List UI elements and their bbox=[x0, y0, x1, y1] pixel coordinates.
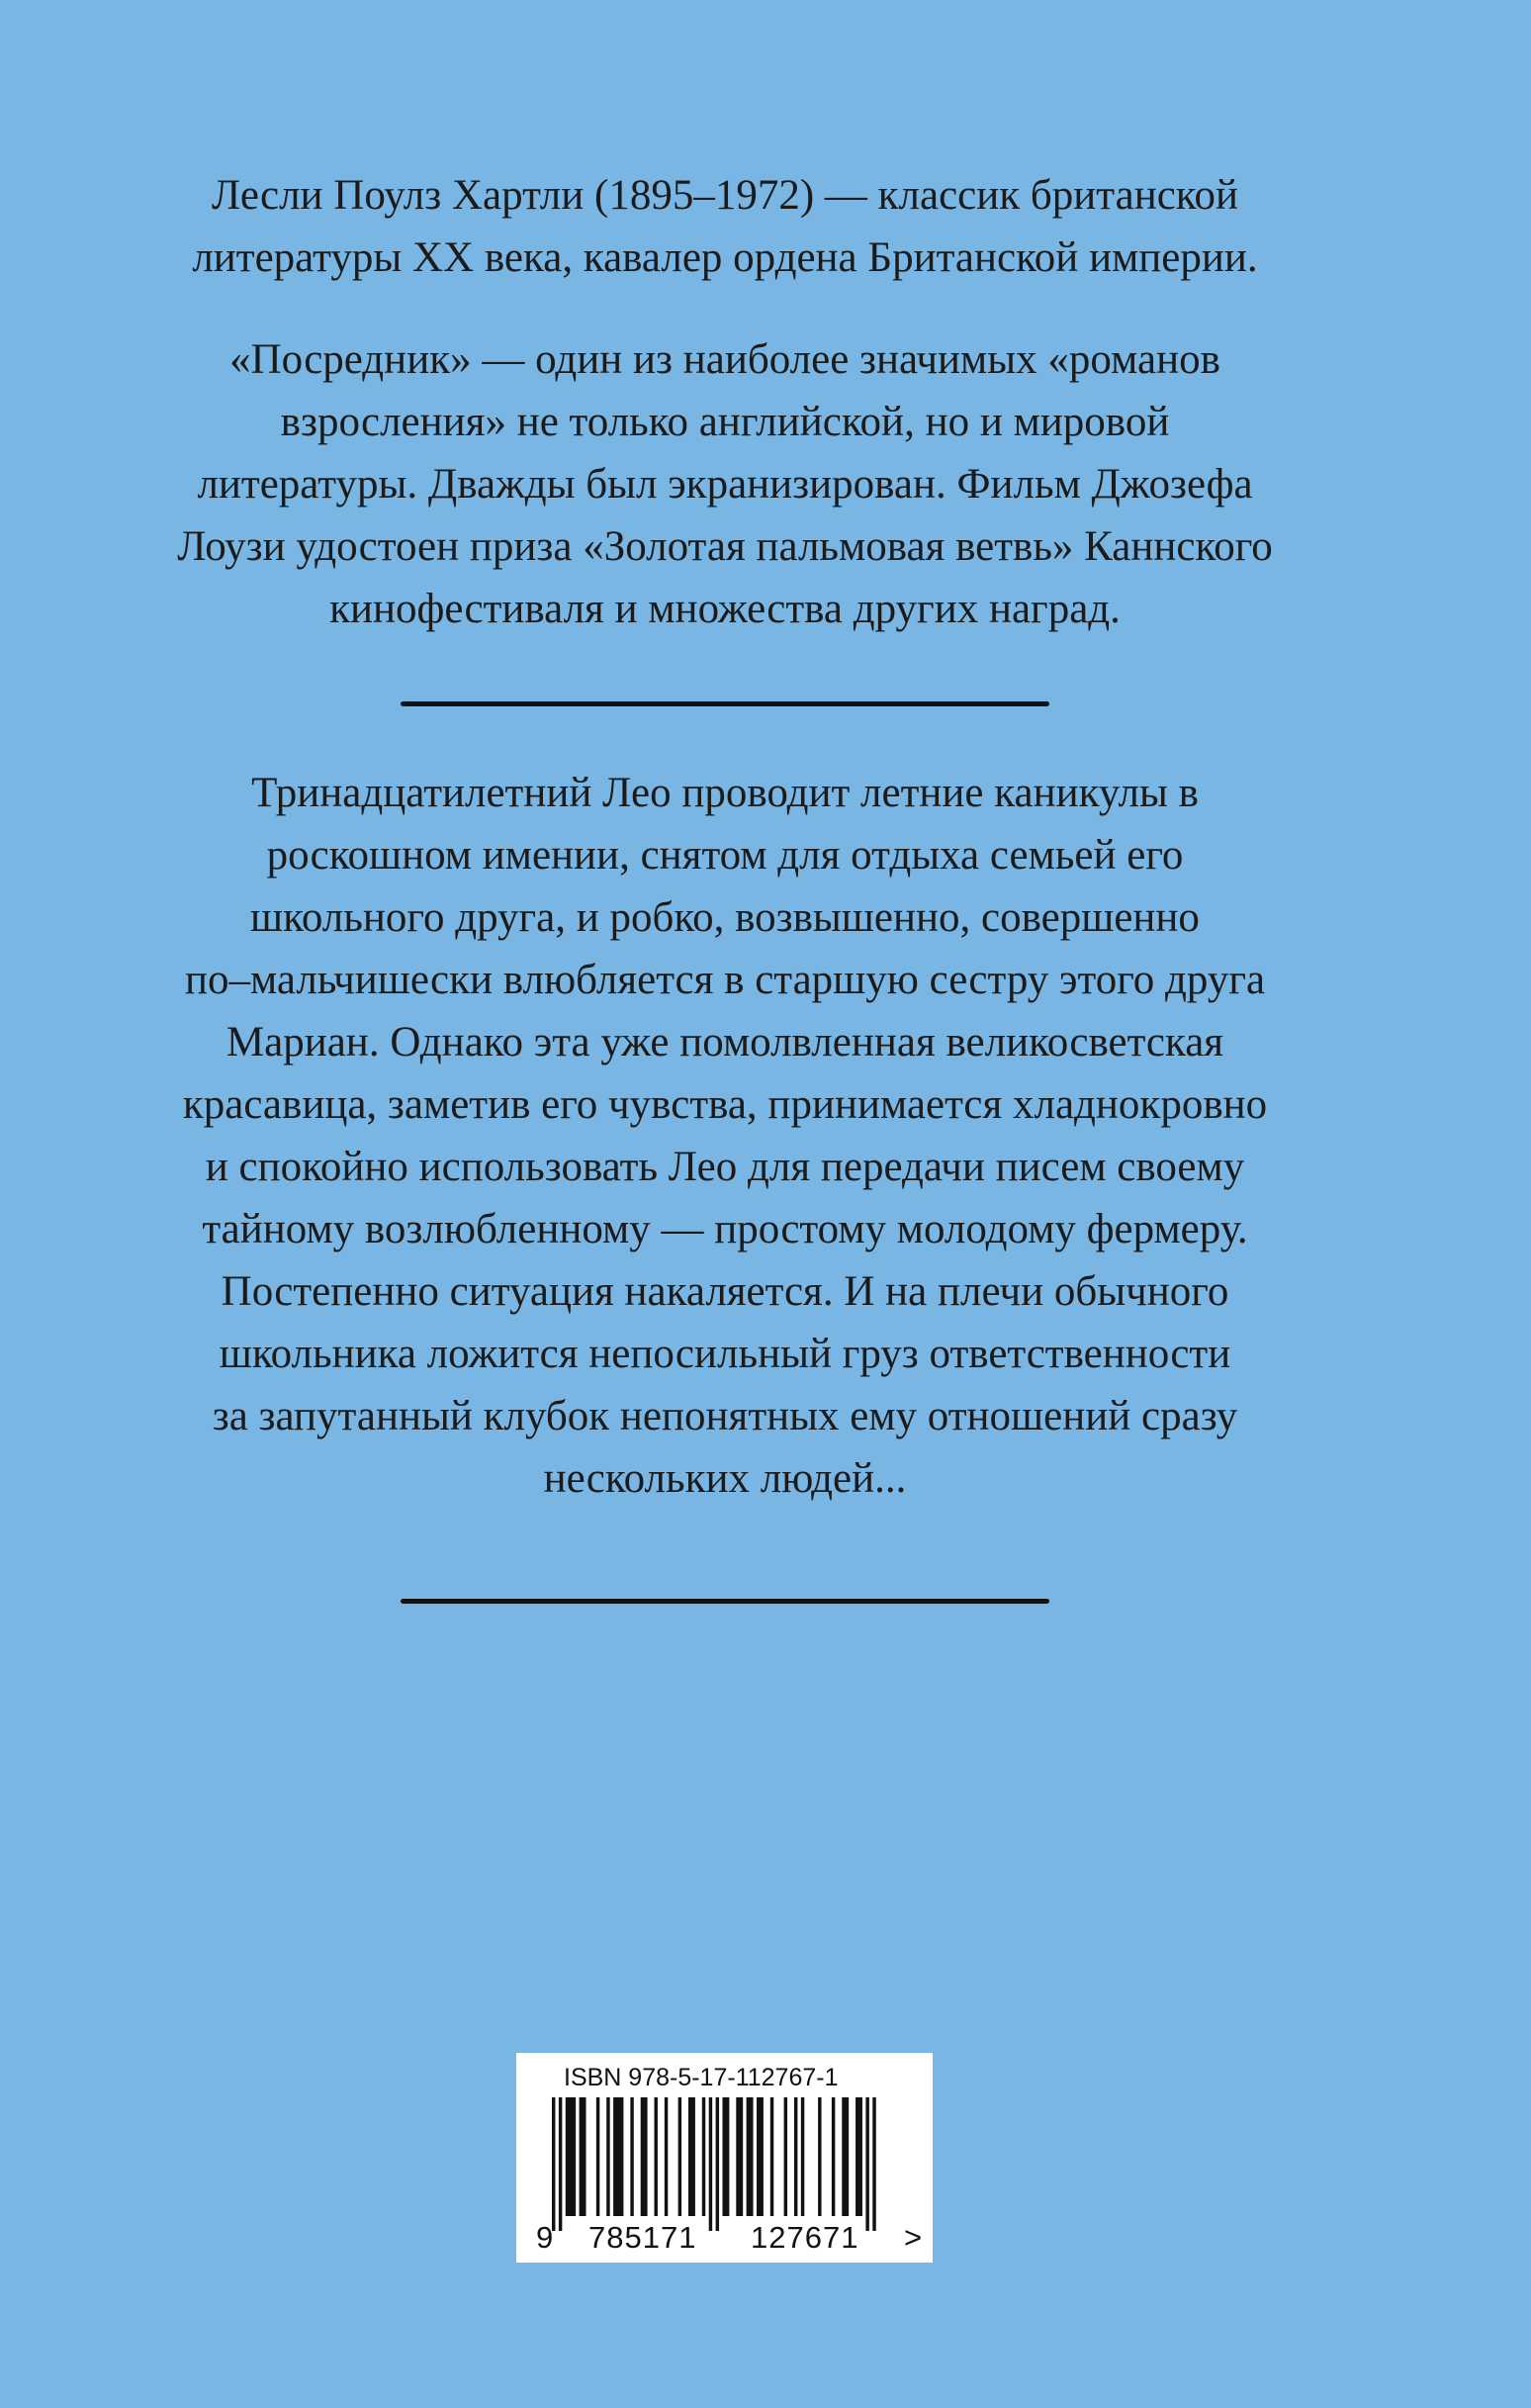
barcode-bar bbox=[801, 2097, 804, 2216]
book-note-line: литературы. Дважды был экранизирован. Фильм Джозефа bbox=[197, 461, 1253, 508]
barcode-bar bbox=[665, 2097, 668, 2216]
author-bio bbox=[99, 164, 1351, 289]
barcode-bar bbox=[630, 2097, 633, 2216]
author-bio-line: литературы XX века, кавалер ордена Британской империи. bbox=[192, 234, 1258, 281]
divider-top bbox=[401, 701, 1049, 706]
isbn-barcode bbox=[516, 2053, 933, 2263]
author-bio-line: Лесли Поулз Хартли (1895–1972) — классик британской bbox=[211, 172, 1239, 219]
barcode-bar bbox=[606, 2097, 609, 2216]
summary-line: Постепенно ситуация накаляется. И на плечи обычного bbox=[221, 1268, 1229, 1315]
barcode-guard-bar bbox=[552, 2097, 555, 2231]
summary-line: по–мальчишески влюбляется в старшую сестру этого друга bbox=[184, 957, 1266, 1003]
summary-line: нескольких людей... bbox=[543, 1455, 907, 1502]
book-note-line: взросления» не только английской, но и мировой bbox=[280, 399, 1170, 445]
book-summary bbox=[99, 762, 1351, 1510]
barcode-bar bbox=[613, 2097, 623, 2216]
barcode-first-digit: 9 bbox=[536, 2220, 554, 2255]
summary-line: красавица, заметив его чувства, принимается хладнокровно bbox=[182, 1081, 1268, 1128]
summary-line: Мариан. Однако эта уже помолвленная великосветская bbox=[225, 1019, 1224, 1065]
barcode-guard-bar bbox=[865, 2097, 868, 2231]
barcode-bar bbox=[702, 2097, 705, 2216]
barcode-bar bbox=[842, 2097, 849, 2216]
summary-line: тайному возлюбленному — простому молодому фермеру. bbox=[202, 1206, 1248, 1252]
book-note-line: Лоузи удостоен приза «Золотая пальмовая ветвь» Каннского bbox=[177, 523, 1273, 570]
barcode-bar bbox=[596, 2097, 599, 2216]
book-note-line: кинофестиваля и множества других наград. bbox=[329, 586, 1121, 632]
barcode-bar bbox=[770, 2097, 773, 2216]
barcode-guard-bar bbox=[716, 2097, 719, 2231]
summary-line: Тринадцатилетний Лео проводит летние каникулы в bbox=[251, 770, 1199, 816]
barcode-bar bbox=[747, 2097, 754, 2216]
barcode-bars bbox=[516, 2053, 933, 2263]
summary-line: школьника ложится непосильный груз ответственности bbox=[219, 1331, 1231, 1377]
barcode-bar bbox=[723, 2097, 730, 2216]
barcode-bar bbox=[566, 2097, 576, 2216]
isbn-label: ISBN 978-5-17-112767-1 bbox=[564, 2064, 839, 2091]
barcode-bar bbox=[818, 2097, 821, 2216]
barcode-guard-bar bbox=[872, 2097, 875, 2231]
barcode-bar bbox=[856, 2097, 862, 2216]
summary-line: роскошном имении, снятом для отдыха семьей его bbox=[266, 832, 1184, 879]
barcode-bar bbox=[832, 2097, 835, 2216]
barcode-bar bbox=[757, 2097, 764, 2216]
barcode-bar bbox=[641, 2097, 648, 2216]
barcode-left-digits: 785171 bbox=[588, 2220, 697, 2255]
barcode-bar bbox=[580, 2097, 586, 2216]
barcode-bar bbox=[784, 2097, 787, 2216]
barcode-right-digits: 127671 bbox=[751, 2220, 859, 2255]
barcode-bar bbox=[794, 2097, 797, 2216]
book-note bbox=[99, 328, 1351, 640]
barcode-bar bbox=[688, 2097, 695, 2216]
barcode-bar bbox=[678, 2097, 681, 2216]
barcode-quiet-zone-mark: > bbox=[904, 2220, 923, 2255]
barcode-guard-bar bbox=[709, 2097, 712, 2231]
summary-line: за запутанный клубок непонятных ему отношений сразу bbox=[212, 1393, 1238, 1439]
summary-line: и спокойно использовать Лео для передачи писем своему bbox=[205, 1144, 1245, 1190]
barcode-bar bbox=[736, 2097, 743, 2216]
divider-bottom bbox=[401, 1599, 1049, 1604]
summary-line: школьного друга, и робко, возвышенно, совершенно bbox=[250, 894, 1200, 941]
barcode-bar bbox=[655, 2097, 658, 2216]
barcode-guard-bar bbox=[559, 2097, 562, 2231]
book-note-line: «Посредник» — один из наиболее значимых «романов bbox=[229, 336, 1220, 383]
